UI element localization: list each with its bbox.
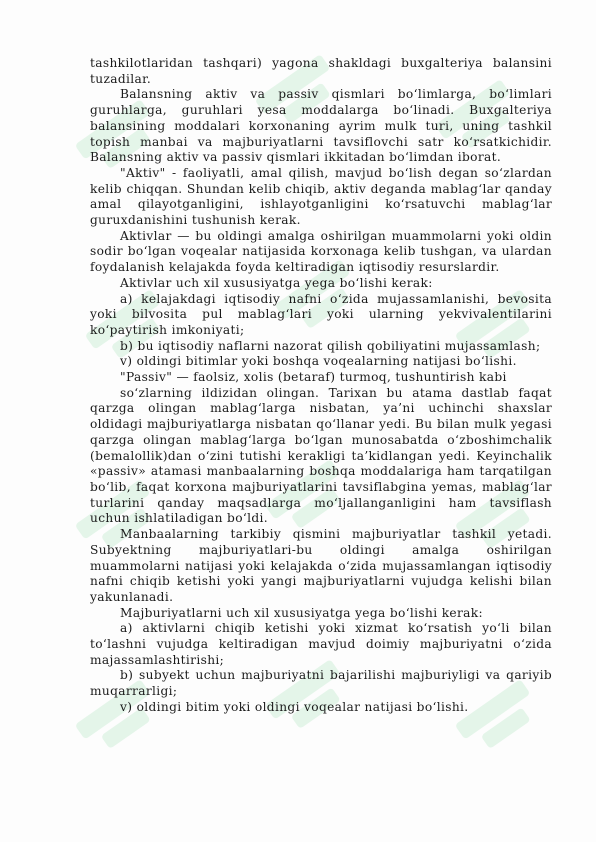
- paragraph: Balansning aktiv va passiv qismlari bo‘limlarga, bo‘limlari guruhlarga, guruhlari yesa moddalarga bo‘linadi. Buxgalteriya balansining moddalari korxonaning ayrim mulk turi, uning tashkil topish manbai va majburiyatlarni tavsiflovchi satr ko‘rsatkichidir. Balansning aktiv va passiv qismlari ikkitadan bo‘limdan iborat.: [90, 87, 552, 165]
- paragraph: Aktivlar — bu oldingi amalga oshirilgan muammolarni yoki oldin sodir bo‘lgan voqealar natijasida korxonaga kelib tushgan, va ulardan foydalanish kelajakda foyda keltiradigan iqtisodiy resurslardir.: [90, 228, 552, 275]
- list-item-b: b) subyekt uchun majburiyatni bajarilishi majburiyligi va qariyib muqarrarligi;: [90, 668, 552, 699]
- paragraph: Manbaalarning tarkibiy qismini majburiyatlar tashkil yetadi. Subyektning majburiyatlari-bu oldingi amalga oshirilgan muammolarni natijasi yoki kelajakda o‘zida mujassamlangan iqtisodiy nafni chiqib ketishi yoki yangi majburiyatlarni vujudga kelishi bilan yakunlanadi.: [90, 527, 552, 604]
- list-item-a: a) aktivlarni chiqib ketishi yoki xizmat ko‘rsatish yo‘li bilan to‘lashni vujudga keltiradigan mavjud doimiy majburiyatni o‘zida majassamlashtirishi;: [90, 621, 552, 667]
- paragraph: so‘zlarning ildizidan olingan. Tarixan bu atama dastlab faqat qarzga olingan mablag‘larga nisbatan, ya’ni uchinchi shaxslar oldidagi majburiyatlarga nisbatan qo‘llanar yedi. Bu bilan mulk yegasi qarzga olingan mablag‘larga bo‘lgan munosabatda o‘zboshimchalik (bemalollik)dan o‘zini tutishi kerakligi ta’kidlangan yedi. Keyinchalik «passiv» atamasi manbaalarning boshqa moddalariga ham tarqatilgan bo‘lib, faqat korxona majburiyatlarini tavsiflabgina yemas, mablag‘lar turlarini qanday maqsadlarga mo‘ljallanganligini ham tavsiflash uchun ishlatiladigan bo‘ldi.: [90, 385, 552, 526]
- paragraph: "Aktiv" - faoliyatli, amal qilish, mavjud bo‘lish degan so‘zlardan kelib chiqqan. Shundan kelib chiqib, aktiv deganda mablag‘lar qanday amal qilayotganligini, ishlayotganligini ko‘rsatuvchi mablag‘lar guruxdanishini tushunish kerak.: [90, 165, 552, 228]
- list-item-b: b) bu iqtisodiy naflarni nazorat qilish qobiliyatini mujassamlash;: [120, 338, 541, 353]
- paragraph: Majburiyatlarni uch xil xususiyatga yega bo‘lishi kerak:: [120, 605, 483, 620]
- list-item-v: v) oldingi bitimlar yoki boshqa voqealarning natijasi bo‘lishi.: [120, 354, 517, 369]
- list-item-v: v) oldingi bitim yoki oldingi voqealar natijasi bo‘lishi.: [120, 699, 469, 714]
- list-item-a: a) kelajakdagi iqtisodiy nafni o‘zida mujassamlanishi, bevosita yoki bilvosita pul mablag‘lari yoki ularning yekvivalentilarini ko‘paytirish imkoniyati;: [90, 291, 552, 337]
- paragraph: Aktivlar uch xil xususiyatga yega bo‘lishi kerak:: [120, 275, 433, 290]
- paragraph: "Passiv" — faolsiz, xolis (betaraf) turmoq, tushuntirish kabi: [120, 370, 507, 385]
- document-body: [90, 56, 552, 716]
- paragraph: tashkilotlaridan tashqari) yagona shakldagi buxgalteriya balansini tuzadilar.: [90, 56, 552, 86]
